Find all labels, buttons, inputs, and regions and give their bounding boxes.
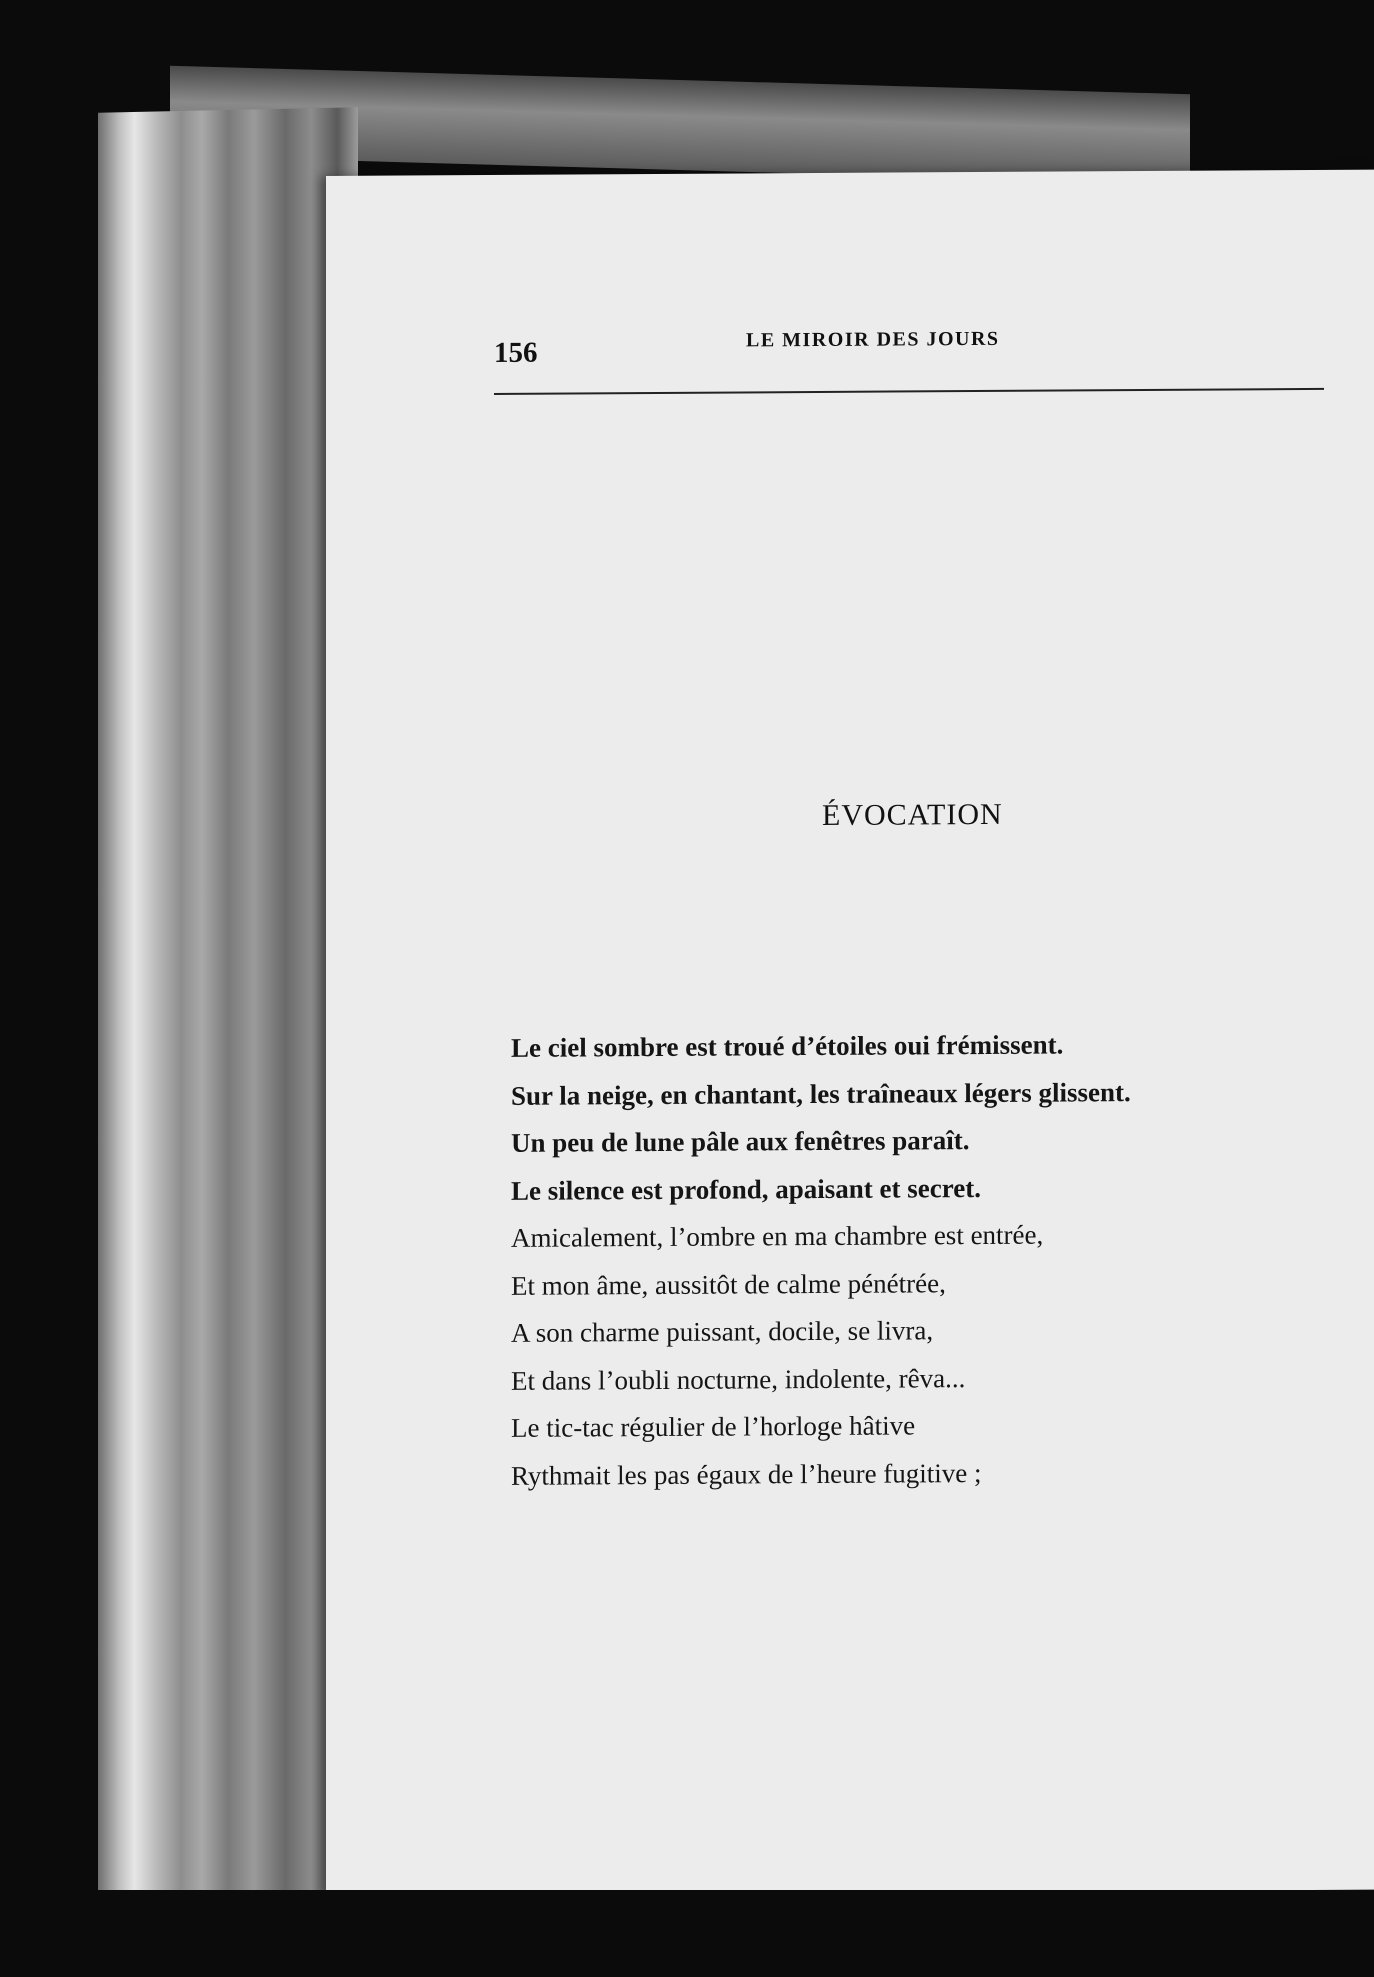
poem-line: Et dans l’oubli nocturne, indolente, rêva... xyxy=(511,1362,966,1396)
page-stack-edge xyxy=(98,107,358,1912)
book-page xyxy=(326,170,1374,1896)
header-rule xyxy=(494,388,1324,395)
poem-title: ÉVOCATION xyxy=(822,797,1003,832)
poem-line: Un peu de lune pâle aux fenêtres paraît. xyxy=(511,1125,970,1158)
poem-line: Le silence est profond, apaisant et secret. xyxy=(511,1172,981,1206)
book-title: LE MIROIR DES JOURS xyxy=(746,327,1000,352)
poem-body xyxy=(511,1020,1361,1500)
poem-line: Amicalement, l’ombre en ma chambre est entrée, xyxy=(511,1219,1044,1253)
running-head xyxy=(494,320,1319,385)
page-number: 156 xyxy=(494,336,538,369)
bottom-shadow xyxy=(0,1890,1374,1977)
poem-line: Le ciel sombre est troué d’étoiles oui frémissent. xyxy=(511,1029,1064,1063)
poem-line: Rythmait les pas égaux de l’heure fugitive ; xyxy=(511,1457,982,1491)
poem-line: Et mon âme, aussitôt de calme pénétrée, xyxy=(511,1267,946,1301)
poem-line: Le tic-tac régulier de l’horloge hâtive xyxy=(511,1410,916,1443)
poem-line: Sur la neige, en chantant, les traîneaux légers glissent. xyxy=(511,1076,1131,1111)
poem-line: A son charme puissant, docile, se livra, xyxy=(511,1315,934,1348)
